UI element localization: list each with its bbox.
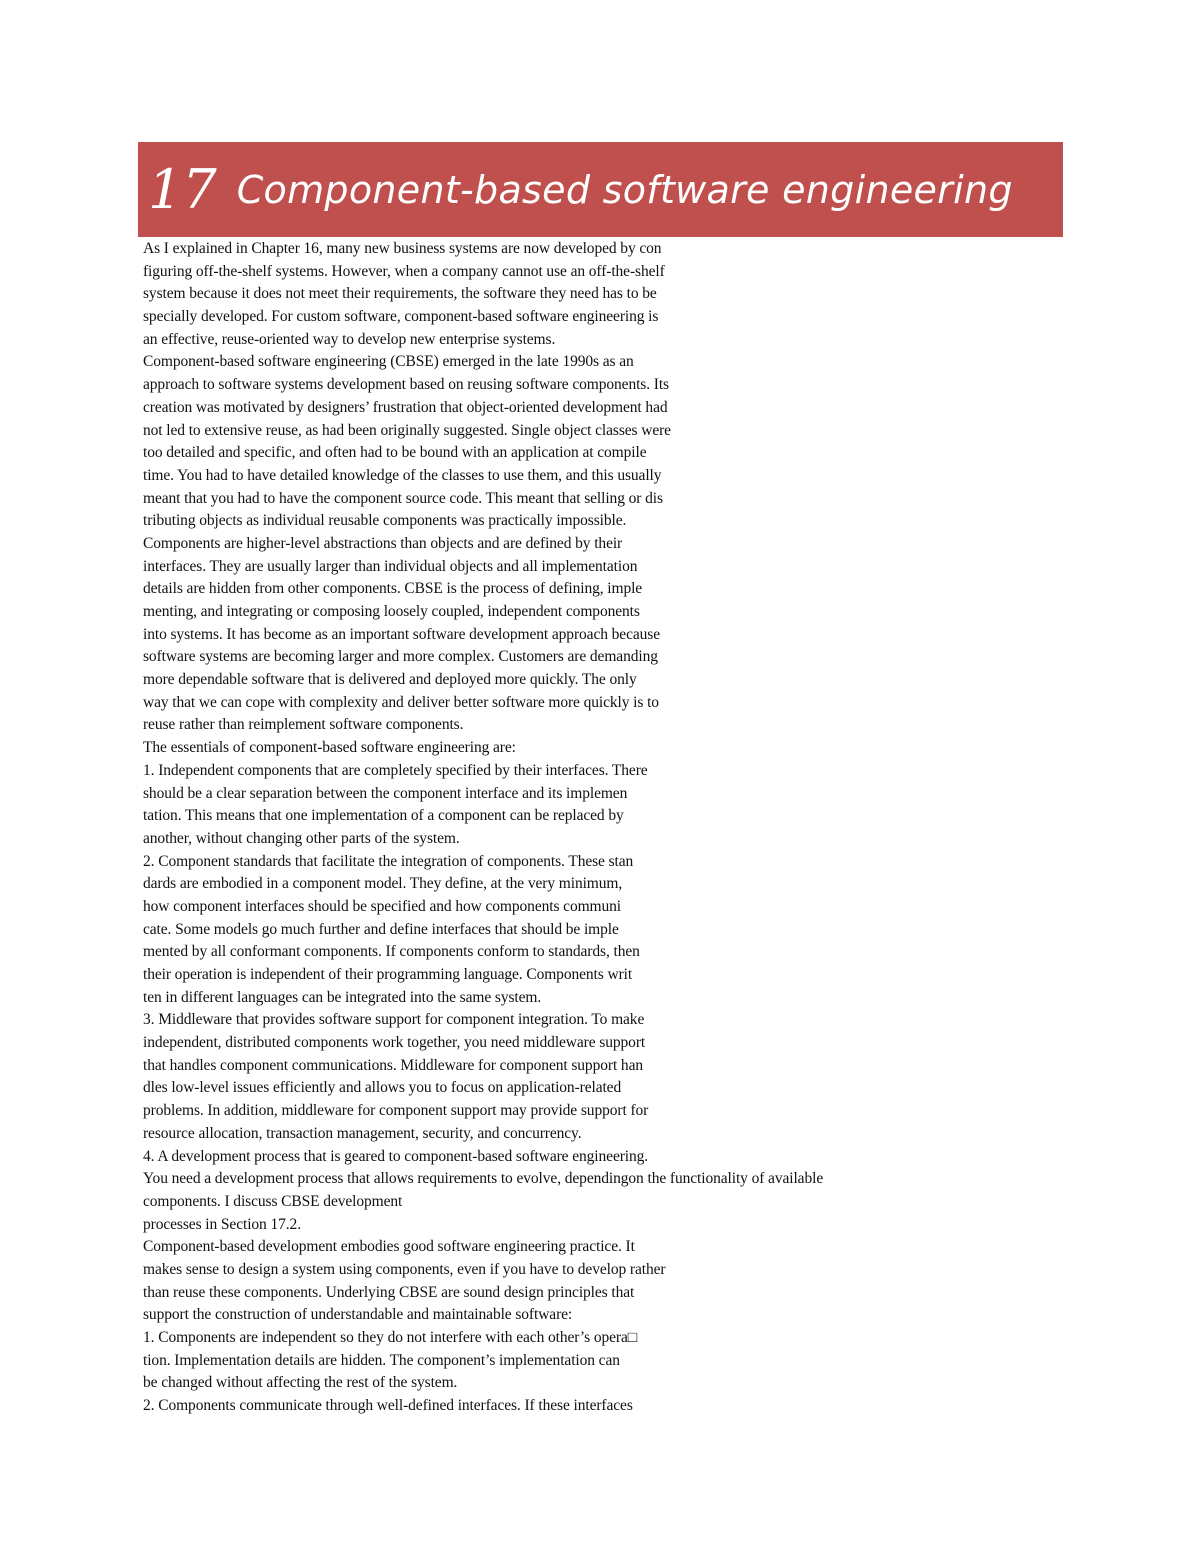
body-text-line: that handles component communications. Middleware for component support han <box>143 1056 644 1074</box>
body-text <box>143 238 1183 1418</box>
body-text-line: tation. This means that one implementation of a component can be replaced by <box>143 807 624 825</box>
chapter-number: 17 <box>148 157 217 221</box>
body-text-line: into systems. It has become as an important software development approach because <box>143 625 661 643</box>
chapter-title: Component-based software engineering <box>236 167 1013 212</box>
body-text-line: another, without changing other parts of the system. <box>143 829 460 847</box>
body-text-line: be changed without affecting the rest of the system. <box>143 1374 458 1392</box>
body-text-line: should be a clear separation between the component interface and its implemen <box>143 784 628 802</box>
body-text-line: 1. Components are independent so they do not interfere with each other’s opera□ <box>143 1329 638 1346</box>
body-text-line: details are hidden from other components. CBSE is the process of defining, imple <box>143 580 643 598</box>
body-text-line: creation was motivated by designers’ frustration that object-oriented development had <box>143 398 668 416</box>
body-text-line: 3. Middleware that provides software support for component integration. To make <box>143 1011 645 1029</box>
body-text-line: The essentials of component-based software engineering are: <box>143 739 516 757</box>
body-text-line: approach to software systems development based on reusing software components. Its <box>143 376 669 394</box>
body-text-line: ten in different languages can be integrated into the same system. <box>143 988 542 1006</box>
body-text-line: cate. Some models go much further and define interfaces that should be imple <box>143 920 619 938</box>
body-text-line: dards are embodied in a component model. They define, at the very minimum, <box>143 875 623 893</box>
body-text-line: an effective, reuse-oriented way to develop new enterprise systems. <box>143 330 556 348</box>
body-text-line: software systems are becoming larger and more complex. Customers are demanding <box>143 648 658 666</box>
body-text-line: their operation is independent of their programming language. Components writ <box>143 966 633 983</box>
body-text-line: 4. A development process that is geared to component-based software engineering. <box>143 1147 649 1165</box>
body-text-line: dles low-level issues efficiently and allows you to focus on application-related <box>143 1079 622 1097</box>
body-text-line: way that we can cope with complexity and deliver better software more quickly is to <box>143 693 659 711</box>
body-text-line: components. I discuss CBSE development <box>143 1192 403 1210</box>
body-text-line: problems. In addition, middleware for component support may provide support for <box>143 1102 649 1120</box>
body-text-line: system because it does not meet their requirements, the software they need has to be <box>143 285 657 303</box>
body-text-line: processes in Section 17.2. <box>143 1215 301 1233</box>
body-text-line: how component interfaces should be specified and how components communi <box>143 897 622 915</box>
body-text-line: Component-based software engineering (CBSE) emerged in the late 1990s as an <box>143 353 634 371</box>
body-text-line: Component-based development embodies good software engineering practice. It <box>143 1238 635 1256</box>
body-text-line: 2. Components communicate through well-defined interfaces. If these interfaces <box>143 1397 633 1415</box>
body-text-line: Components are higher-level abstractions than objects and are defined by their <box>143 534 623 552</box>
body-text-line: specially developed. For custom software, component-based software engineering is <box>143 308 659 326</box>
body-text-line: time. You had to have detailed knowledge of the classes to use them, and this usually <box>143 466 662 484</box>
body-text-line: 2. Component standards that facilitate the integration of components. These stan <box>143 852 634 870</box>
body-text-line: independent, distributed components work together, you need middleware support <box>143 1034 646 1052</box>
body-text-line: reuse rather than reimplement software components. <box>143 716 464 734</box>
body-text-line: tributing objects as individual reusable components was practically impossible. <box>143 512 627 530</box>
body-text-line: tion. Implementation details are hidden. The component’s implementation can <box>143 1351 620 1369</box>
body-text-line: not led to extensive reuse, as had been originally suggested. Single object classes were <box>143 421 671 439</box>
body-text-line: too detailed and specific, and often had to be bound with an application at compile <box>143 444 647 462</box>
body-text-line: As I explained in Chapter 16, many new business systems are now developed by con <box>143 240 662 257</box>
body-text-line: makes sense to design a system using components, even if you have to develop rather <box>143 1260 666 1278</box>
body-text-line: resource allocation, transaction management, security, and concurrency. <box>143 1124 582 1142</box>
body-text-line: 1. Independent components that are completely specified by their interfaces. There <box>143 761 648 779</box>
body-text-line: mented by all conformant components. If components conform to standards, then <box>143 943 640 961</box>
body-text-line: figuring off-the-shelf systems. However, when a company cannot use an off-the-shelf <box>143 262 665 280</box>
body-text-line: support the construction of understandable and maintainable software: <box>143 1306 573 1324</box>
body-text-line: menting, and integrating or composing loosely coupled, independent components <box>143 603 640 620</box>
body-text-line: interfaces. They are usually larger than individual objects and all implementation <box>143 557 638 575</box>
body-text-line: You need a development process that allows requirements to evolve, dependingon the functionality of available <box>143 1170 824 1188</box>
body-text-line: more dependable software that is delivered and deployed more quickly. The only <box>143 671 637 689</box>
chapter-banner <box>138 142 1063 237</box>
body-text-line: meant that you had to have the component source code. This meant that selling or dis <box>143 489 663 507</box>
body-text-line: than reuse these components. Underlying CBSE are sound design principles that <box>143 1283 635 1301</box>
